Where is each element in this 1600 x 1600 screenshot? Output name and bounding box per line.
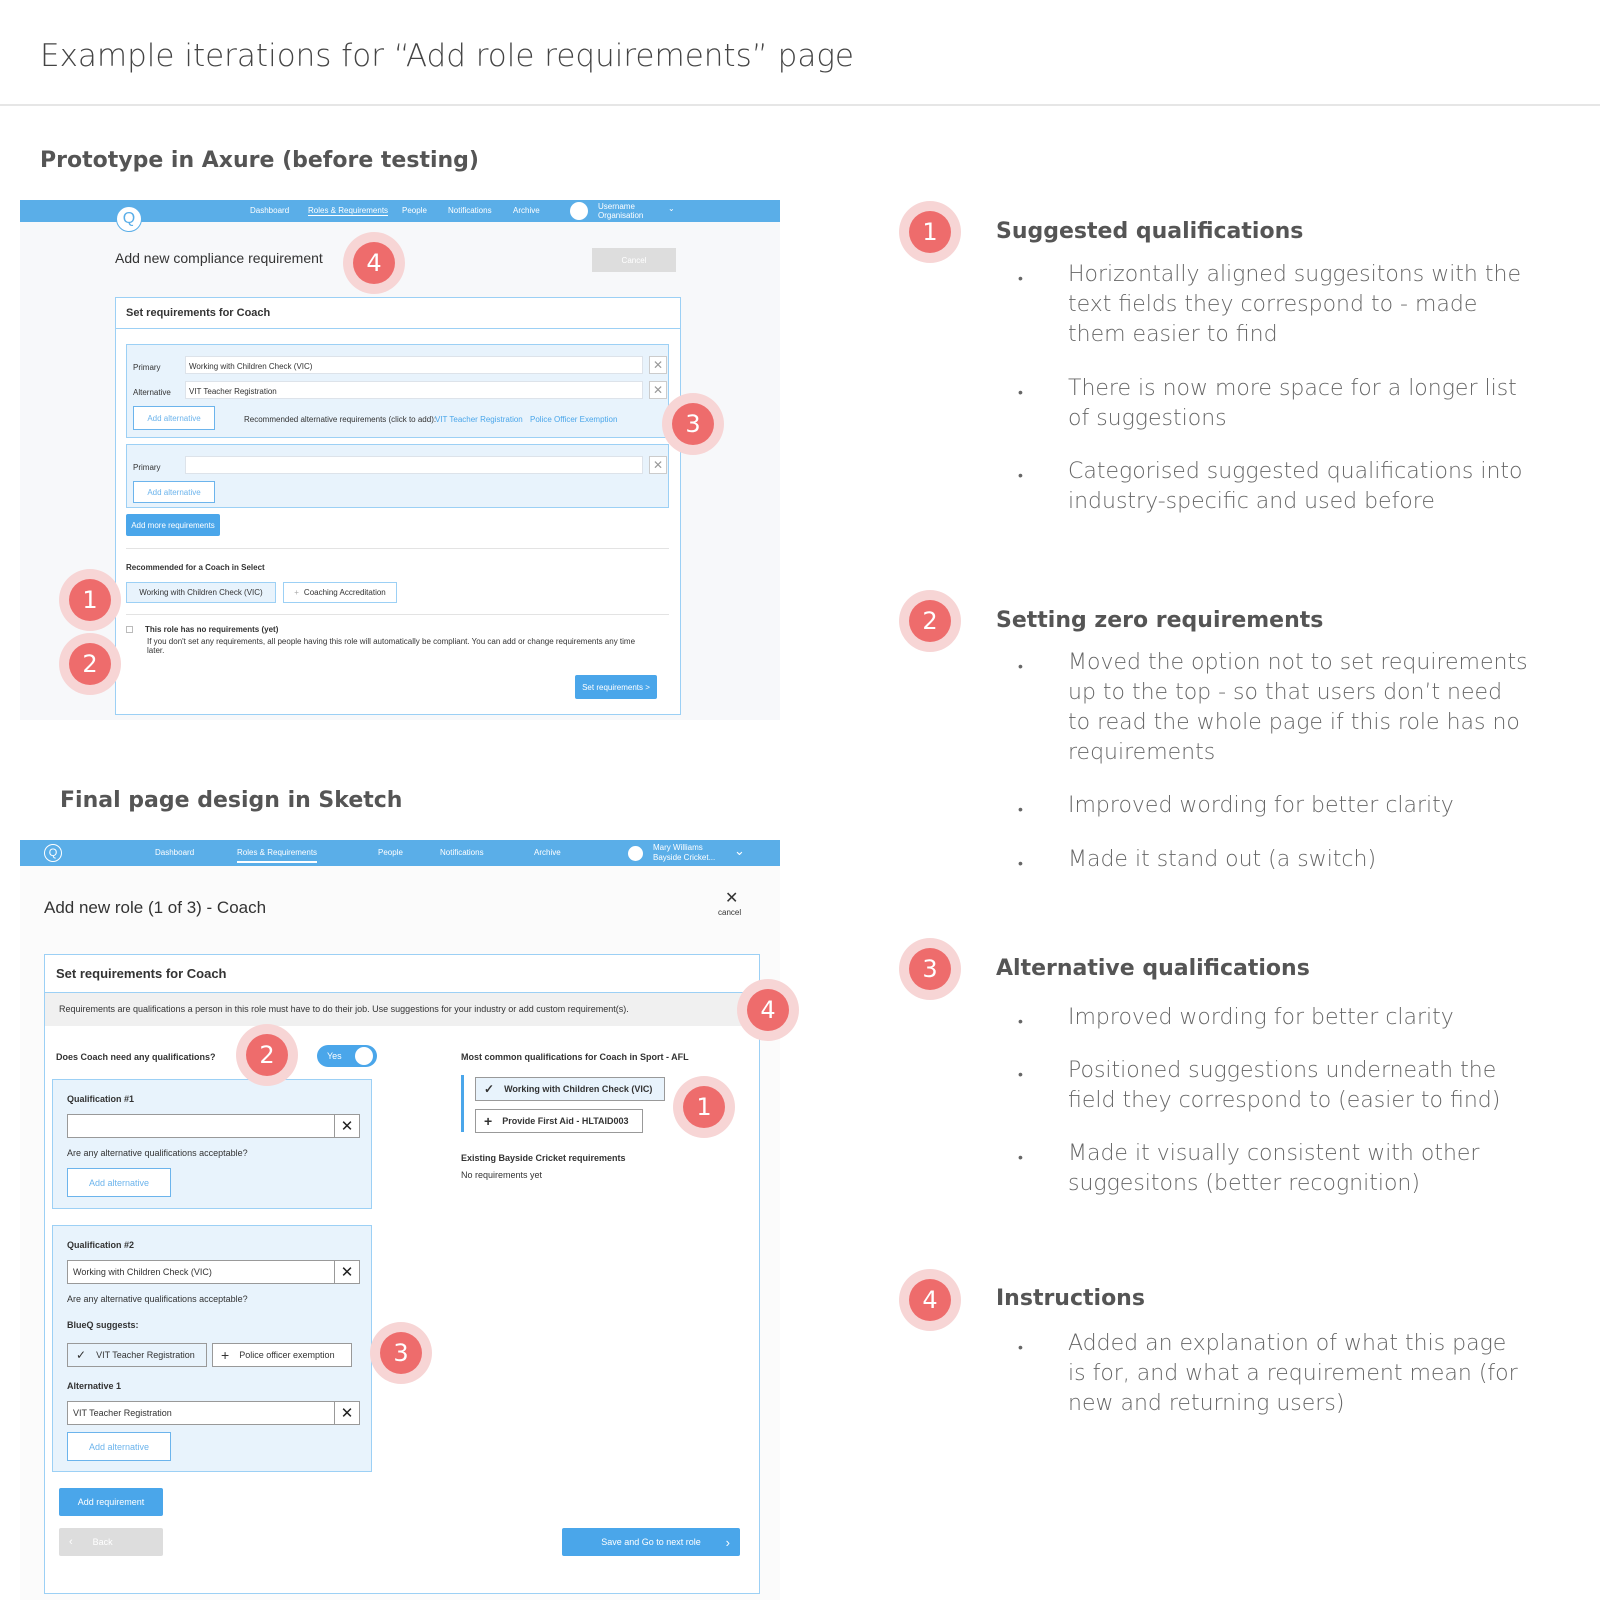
no-req-desc: If you don't set any requirements, all people having this role will automatically be compliant. You can add or change requirements any time later. (147, 637, 636, 655)
recommended-alt-label: Recommended alternative requirements (click to add): (244, 415, 437, 424)
common-suggestion-wwcc[interactable]: ✓ Working with Children Check (VIC) (475, 1077, 665, 1101)
rec-link-police[interactable]: Police Officer Exemption (530, 415, 618, 424)
qualification-2-label: Qualification #2 (67, 1240, 135, 1250)
note-title-2: Setting zero requirements (996, 608, 1324, 633)
blueq-suggests-label: BlueQ suggests: (67, 1320, 139, 1330)
nav-people[interactable]: People (378, 848, 403, 857)
sketch-screenshot (20, 840, 780, 1600)
add-requirement-button[interactable]: Add requirement (59, 1488, 163, 1516)
note-title-1: Suggested qualifications (996, 219, 1304, 244)
note-badge-1: 1 (899, 201, 961, 263)
no-req-title: This role has no requirements (yet) (145, 625, 279, 634)
requirement-group-1 (126, 344, 669, 438)
sketch-navbar (20, 840, 780, 866)
add-alternative-button[interactable]: Add alternative (67, 1432, 171, 1461)
qualification-card-1 (52, 1079, 372, 1209)
note-3-bullet-1: Improved wording for better clarity (1068, 1005, 1454, 1030)
avatar[interactable] (570, 202, 588, 220)
badge-1: 1 (673, 1076, 735, 1138)
suggestion-bar (461, 1075, 464, 1132)
badge-1: 1 (59, 569, 121, 631)
user-org: Organisation (598, 211, 644, 220)
close-icon[interactable]: ✕ (725, 890, 739, 907)
alternative-label: Alternative (133, 388, 171, 397)
alternative-1-label: Alternative 1 (67, 1381, 122, 1391)
nav-people[interactable]: People (402, 206, 427, 215)
panel-title: Set requirements for Coach (126, 307, 271, 319)
panel-title: Set requirements for Coach (56, 966, 227, 981)
requirement-group-2 (126, 444, 669, 508)
nav-dashboard[interactable]: Dashboard (250, 206, 290, 215)
alternative-1-input[interactable]: VIT Teacher Registration (67, 1401, 335, 1425)
clear-icon[interactable]: ✕ (649, 456, 667, 474)
badge-4: 4 (343, 232, 405, 294)
badge-4: 4 (737, 979, 799, 1041)
rec-link-vit[interactable]: VIT Teacher Registration (435, 415, 523, 424)
chip-coaching[interactable]: + Coaching Accreditation (283, 582, 397, 603)
add-alternative-button[interactable]: Add alternative (133, 481, 215, 503)
add-alternative-button[interactable]: Add alternative (67, 1168, 171, 1197)
check-icon: ✓ (76, 1348, 87, 1362)
primary-input[interactable]: Working with Children Check (VIC) (185, 356, 643, 374)
common-qualifications-title: Most common qualifications for Coach in Sport - AFL (461, 1052, 689, 1062)
note-2-bullet-1: Moved the option not to set requirements up to the top - so that users don’t need to read the whole page if this role has no requirements (1068, 650, 1528, 765)
badge-3: 3 (662, 393, 724, 455)
alt-question: Are any alternative qualifications acceptable? (67, 1148, 248, 1158)
alt-question: Are any alternative qualifications acceptable? (67, 1294, 248, 1304)
qualification-1-input[interactable] (67, 1114, 335, 1138)
badge-3: 3 (370, 1322, 432, 1384)
nav-roles[interactable]: Roles & Requirements (308, 206, 389, 215)
set-requirements-button[interactable]: Set requirements > (575, 675, 657, 699)
note-1-bullet-1: Horizontally aligned suggesitons with the text fields they correspond to - made them easier to find (1068, 262, 1521, 347)
user-name: Mary Williams (653, 843, 703, 852)
chevron-down-icon[interactable]: ⌄ (734, 843, 745, 858)
chevron-down-icon[interactable]: ⌄ (668, 204, 675, 213)
no-requirements-checkbox[interactable] (126, 626, 133, 633)
sketch-panel (44, 954, 760, 1594)
chevron-right-icon: › (725, 1534, 730, 1550)
section-title-sketch: Final page design in Sketch (60, 788, 403, 813)
primary-input-empty[interactable] (185, 456, 643, 474)
note-2-bullet-2: Improved wording for better clarity (1068, 793, 1454, 818)
logo-icon[interactable]: Q (44, 844, 62, 862)
nav-roles[interactable]: Roles & Requirements (237, 848, 317, 863)
clear-icon[interactable]: ✕ (334, 1401, 360, 1425)
clear-icon[interactable]: ✕ (334, 1114, 360, 1138)
plus-icon: + (294, 588, 299, 597)
recommended-title: Recommended for a Coach in Select (126, 563, 265, 572)
divider (0, 104, 1600, 106)
note-badge-2: 2 (899, 590, 961, 652)
note-3-bullet-2: Positioned suggestions underneath the field they correspond to (easier to find) (1068, 1058, 1501, 1113)
clear-icon[interactable]: ✕ (649, 381, 667, 399)
qualification-2-input[interactable]: Working with Children Check (VIC) (67, 1260, 335, 1284)
chip-wwcc[interactable]: Working with Children Check (VIC) (126, 582, 276, 603)
badge-2: 2 (236, 1024, 298, 1086)
nav-dashboard[interactable]: Dashboard (155, 848, 195, 857)
axure-heading: Add new compliance requirement (115, 250, 323, 266)
note-badge-3: 3 (899, 938, 961, 1000)
note-title-3: Alternative qualifications (996, 956, 1310, 981)
primary-label: Primary (133, 463, 161, 472)
clear-icon[interactable]: ✕ (649, 356, 667, 374)
add-more-requirements-button[interactable]: Add more requirements (126, 514, 220, 536)
note-1-bullet-2: There is now more space for a longer list of suggestions (1068, 376, 1517, 431)
note-title-4: Instructions (996, 1286, 1145, 1311)
back-button[interactable]: ‹ Back (59, 1528, 163, 1556)
check-icon: ✓ (484, 1082, 495, 1096)
cancel-button[interactable]: Cancel (592, 248, 676, 272)
user-name: Username (598, 202, 635, 211)
plus-icon: + (484, 1113, 493, 1129)
note-2-bullet-3: Made it stand out (a switch) (1068, 847, 1377, 872)
chevron-left-icon: ‹ (69, 1536, 73, 1548)
note-badge-4: 4 (899, 1269, 961, 1331)
qualifications-toggle[interactable]: Yes (317, 1045, 377, 1067)
cancel-link[interactable]: cancel (718, 908, 742, 917)
note-3-bullet-3: Made it visually consistent with other suggesitons (better recognition) (1068, 1141, 1480, 1196)
primary-label: Primary (133, 363, 161, 372)
suggestion-vit[interactable]: ✓ VIT Teacher Registration (67, 1343, 207, 1367)
existing-requirements-title: Existing Bayside Cricket requirements (461, 1153, 626, 1163)
nav-archive[interactable]: Archive (534, 848, 561, 857)
avatar[interactable] (628, 846, 643, 861)
qualification-1-label: Qualification #1 (67, 1094, 135, 1104)
save-next-button[interactable]: Save and Go to next role › (562, 1528, 740, 1556)
instructions: Requirements are qualifications a person in this role must have to do their job. Use suggestions for your industry or add custom requirement(s). (45, 992, 759, 1026)
qualification-question: Does Coach need any qualifications? (56, 1052, 216, 1062)
common-suggestion-first-aid[interactable]: + Provide First Aid - HLTAID003 (475, 1109, 643, 1133)
existing-requirements-value: No requirements yet (461, 1170, 543, 1180)
user-org: Bayside Cricket... (653, 853, 716, 862)
plus-icon: + (221, 1347, 230, 1363)
sketch-heading: Add new role (1 of 3) - Coach (44, 898, 267, 917)
suggestion-police[interactable]: + Police officer exemption (212, 1343, 352, 1367)
clear-icon[interactable]: ✕ (334, 1260, 360, 1284)
add-alternative-button[interactable]: Add alternative (133, 406, 215, 430)
nav-notifications[interactable]: Notifications (440, 848, 484, 857)
badge-2: 2 (59, 633, 121, 695)
section-title-axure: Prototype in Axure (before testing) (40, 148, 479, 173)
nav-notifications[interactable]: Notifications (448, 206, 492, 215)
alternative-input[interactable]: VIT Teacher Registration (185, 381, 643, 399)
nav-archive[interactable]: Archive (513, 206, 540, 215)
note-1-bullet-3: Categorised suggested qualifications into industry-specific and used before (1068, 459, 1523, 514)
note-4-bullet-1: Added an explanation of what this page is for, and what a requirement mean (for new and returning users) (1068, 1331, 1518, 1416)
qualification-card-2 (52, 1225, 372, 1472)
axure-panel (115, 297, 681, 715)
page-title: Example iterations for “Add role requirements” page (40, 38, 854, 74)
logo-icon[interactable]: Q (116, 206, 142, 232)
